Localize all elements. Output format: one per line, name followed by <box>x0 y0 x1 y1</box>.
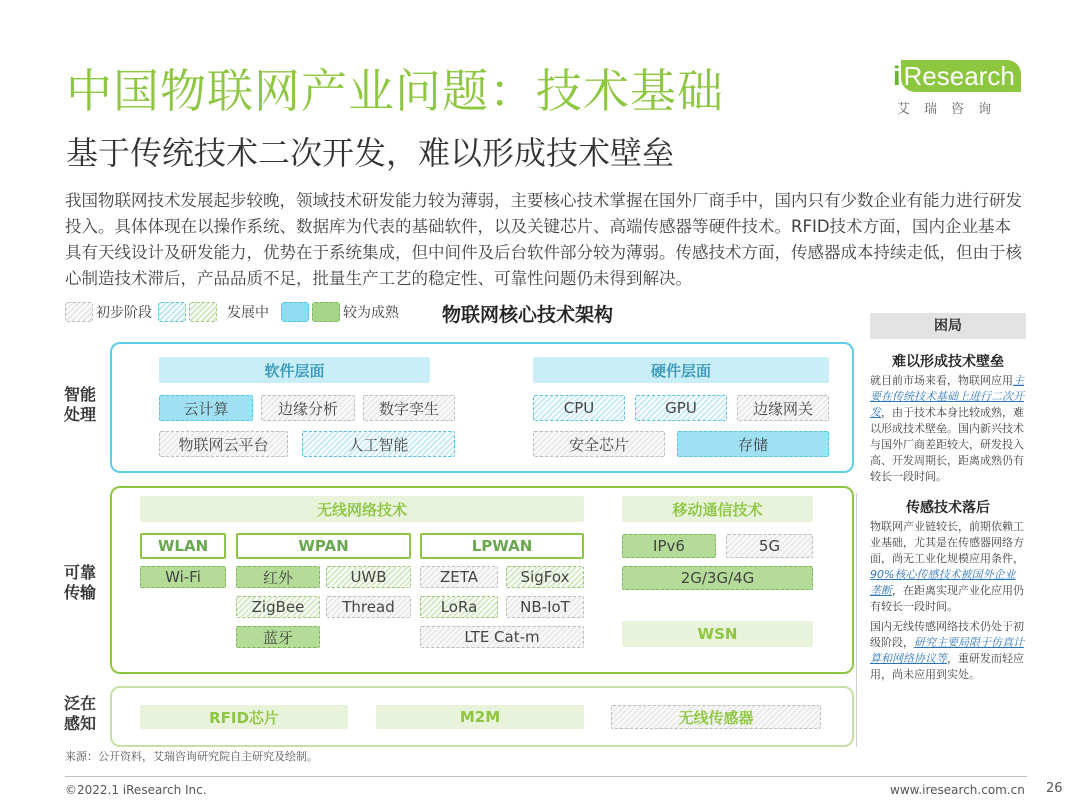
legend-label-initial: 初步阶段 <box>96 305 152 321</box>
dilemma-text-1a: 就目前市场来看，物联网应用 <box>870 374 1013 387</box>
intro-paragraph: 我国物联网技术发展起步较晚，领域技术研发能力较为薄弱，主要核心技术掌握在国外厂商手中，国内只有少数企业有能力进行研发投入。具体体现在以操作系统、数据库为代表的基础软件，以及关键芯片、高端传感器等硬件技术。RFID技术方面，国内企业基本具有天线设计及研发能力，优势在于系统集成，但中间件及后台软件部分较为薄弱。传感技术方面，传感器成本持续走低，但由于核心制造技术滞后，产品品质不足，批量生产工艺的稳定性、可靠性问题仍未得到解决。 <box>65 191 1022 288</box>
tech-zeta: ZETA <box>420 566 498 588</box>
page-title: 中国物联网产业问题：技术基础 <box>66 64 724 118</box>
tech-security-chip: 安全芯片 <box>533 431 665 457</box>
tech-edge-analytics: 边缘分析 <box>261 395 355 421</box>
logo-i: i <box>893 60 901 91</box>
dilemma-link-3[interactable]: 研究主要局限于仿真计算和网络协议等 <box>870 636 1024 665</box>
iresearch-logo <box>893 60 1023 117</box>
tech-cpu: CPU <box>533 395 625 421</box>
tech-lora: LoRa <box>420 596 498 618</box>
logo-research: Research <box>901 60 1021 92</box>
dilemma-text-3b: ，重研发而轻应用，尚未应用到实处。 <box>870 652 1024 681</box>
legend <box>65 302 399 322</box>
tech-lte-cat-m: LTE Cat-m <box>420 626 584 648</box>
tech-m2m: M2M <box>376 705 584 729</box>
right-panel-divider <box>856 493 857 747</box>
tech-wsn: WSN <box>622 621 813 647</box>
wireless-header: 无线网络技术 <box>140 496 584 522</box>
tech-uwb: UWB <box>326 566 411 588</box>
dilemma-text-1b: ，由于技术本身比较成熟，难以形成技术壁垒。国内新兴技术与国外厂商差距较大，研发投入高、开发周期长，距离成熟仍有较长一段时间。 <box>870 406 1024 483</box>
dilemma-text-2 <box>870 519 1026 615</box>
tech-iot-cloud-platform: 物联网云平台 <box>159 431 288 457</box>
page-number: 26 <box>1046 781 1063 796</box>
tech-rfid-chip: RFID芯片 <box>140 705 348 729</box>
dilemma-panel <box>870 313 1026 683</box>
page-subtitle: 基于传统技术二次开发，难以形成技术壁垒 <box>66 134 675 172</box>
legend-swatch-developing-green <box>189 302 217 322</box>
dilemma-text-2a: 物联网产业链较长，前期依赖工业基础，尤其是在传感器网络方面，尚无工业化规模应用条件， <box>870 520 1024 565</box>
software-header: 软件层面 <box>159 357 430 383</box>
tech-edge-gateway: 边缘网关 <box>737 395 829 421</box>
tech-gpu: GPU <box>635 395 727 421</box>
tech-ai: 人工智能 <box>302 431 455 457</box>
footer-url[interactable]: www.iresearch.com.cn <box>890 783 1025 797</box>
dilemma-text-3a: 国内无线传感网络技术仍处于初级阶段， <box>870 620 1024 649</box>
dilemma-text-3 <box>870 619 1026 683</box>
tech-5g: 5G <box>726 534 813 558</box>
dilemma-link-1[interactable]: 主要在传统技术基础上进行二次开发 <box>870 374 1024 419</box>
tech-storage: 存储 <box>677 431 829 457</box>
layer-label-intelligent: 智能处理 <box>64 385 97 424</box>
legend-label-developing: 发展中 <box>227 305 269 321</box>
footer-divider <box>65 776 1027 777</box>
wpan-title: WPAN <box>236 533 411 559</box>
dilemma-text-2b: ，在距离实现产业化应用仍有较长一段时间。 <box>870 584 1024 613</box>
tech-sigfox: SigFox <box>506 566 584 588</box>
logo-cn: 艾瑞咨询 <box>897 102 1006 117</box>
tech-zigbee: ZigBee <box>236 596 320 618</box>
dilemma-title-2: 传感技术落后 <box>906 500 990 516</box>
legend-label-mature: 较为成熟 <box>343 305 399 321</box>
tech-2g-3g-4g: 2G/3G/4G <box>622 566 813 590</box>
dilemma-header: 困局 <box>870 313 1026 339</box>
tech-cloud-computing: 云计算 <box>159 395 253 421</box>
source-note: 来源：公开资料，艾瑞咨询研究院自主研究及绘制。 <box>65 750 318 763</box>
tech-wifi: Wi-Fi <box>140 566 226 588</box>
tech-digital-twin: 数字孪生 <box>363 395 455 421</box>
hardware-header: 硬件层面 <box>533 357 829 383</box>
dilemma-link-2[interactable]: 90%核心传感技术被国外企业垄断 <box>870 568 1016 597</box>
mobile-header: 移动通信技术 <box>622 496 813 522</box>
tech-infrared: 红外 <box>236 566 320 588</box>
copyright: ©2022.1 iResearch Inc. <box>65 783 207 797</box>
legend-swatch-mature-blue <box>281 302 309 322</box>
dilemma-text-1 <box>870 373 1026 485</box>
tech-thread: Thread <box>326 596 411 618</box>
lpwan-title: LPWAN <box>420 533 584 559</box>
dilemma-title-1: 难以形成技术壁垒 <box>892 354 1004 370</box>
legend-swatch-initial <box>65 302 93 322</box>
tech-wireless-sensor: 无线传感器 <box>611 705 821 729</box>
architecture-title: 物联网核心技术架构 <box>442 304 614 326</box>
layer-label-perception: 泛在感知 <box>64 694 97 733</box>
tech-bluetooth: 蓝牙 <box>236 626 320 648</box>
wlan-title: WLAN <box>140 533 226 559</box>
tech-nb-iot: NB-IoT <box>506 596 584 618</box>
tech-ipv6: IPv6 <box>622 534 716 558</box>
legend-swatch-mature-green <box>312 302 340 322</box>
layer-label-reliable: 可靠传输 <box>64 563 97 602</box>
legend-swatch-developing-blue <box>158 302 186 322</box>
